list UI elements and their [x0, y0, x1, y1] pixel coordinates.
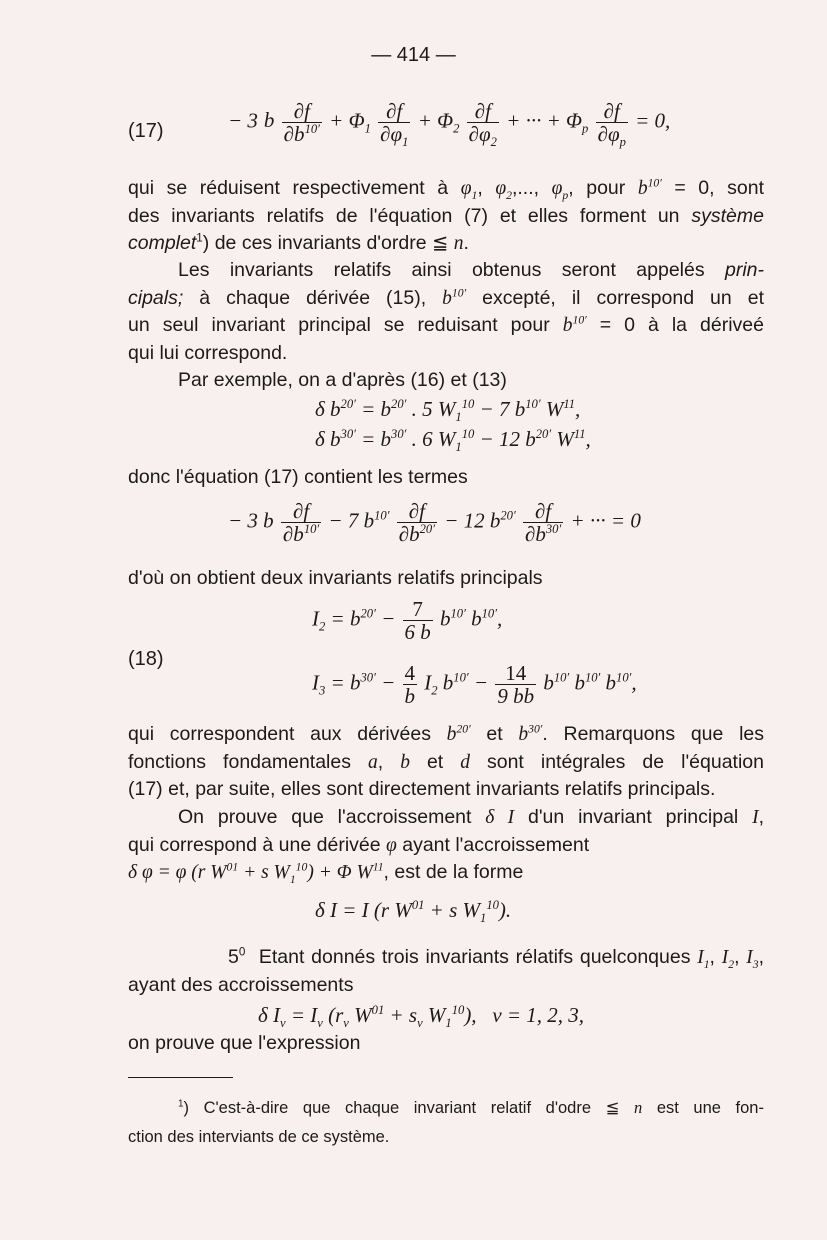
page-number: — 414 — [371, 44, 456, 66]
text-line: on prouve que l'expression [128, 1032, 361, 1054]
equation-17-label: (17) [128, 120, 164, 142]
text-line: d'où on obtient deux invariants relatifs principals [128, 567, 543, 589]
text-line: qui correspond à une dérivée φ ayant l'accroissement [128, 833, 590, 856]
paragraph-1 [128, 175, 764, 258]
equation-terms: − 3 b $\frac{\partial f}{\partial b^{10'}}$ − 7 $b^{10'}$ $\frac{\partial f}{\partial b^{20'}}$ − 12 $b^{20'}$ $\frac{\partial f}{\partial b^{30'}}$ + ··· = 0 [228, 499, 641, 547]
text-line: Les invariants relatifs ainsi obtenus seront appelés prin- [178, 259, 764, 281]
text-line: donc l'équation (17) contient les termes [128, 466, 468, 488]
text-line: qui correspondent aux dérivées $b^{20'}$ et $b^{30'}$. Remarquons que les [128, 722, 764, 745]
equation-delta-b20: δ $b^{20'} = b^{20'}$ . 5 $W_1^{10} - 7$ $b^{10'}$ $W^{11}$, [315, 397, 581, 425]
text-line: Par exemple, on a d'après (16) et (13) [178, 369, 507, 391]
paragraph-6 [128, 721, 764, 804]
footnote-divider [128, 1077, 233, 1078]
text-line: cipals; à chaque dérivée (15), $b^{10'}$ excepté, il correspond un et [128, 286, 764, 309]
paragraph-8 [128, 944, 764, 999]
equation-delta-I: δ I = I (r $W^{01} + s$ $W_1^{10}$). [315, 898, 512, 926]
text-line: ction des interviants de ce système. [128, 1128, 390, 1146]
equation-18-line1: $I_2 = b^{20'}$ − $\frac{7}{6 b}$ $b^{10'}$ $b^{10'}$, [312, 597, 503, 645]
text-line: qui lui correspond. [128, 341, 288, 364]
text-line: un seul invariant principal se reduisant pour $b^{10'} = 0$ à la dériveé [128, 313, 764, 336]
text-line: δ φ = φ (r $W^{01} + s$ $W_1^{10}) + \Phi$ $W^{11}$, est de la forme [128, 860, 524, 886]
text-line: $^1$) C'est-à-dire que chaque invariant relatif d'odre ≦ n est une fon- [178, 1098, 764, 1117]
text-line: des invariants relatifs de l'équation (7) et elles forment un système [128, 204, 764, 227]
text-line: ayant des accroissements [128, 973, 354, 996]
text-line: qui se réduisent respectivement à $\varphi_1$, $\varphi_2$,..., $\varphi_p$, pour $b^{10'} = 0$, sont [128, 176, 764, 202]
text-line: fonctions fondamentales a, b et d sont intégrales de l'équation [128, 750, 764, 773]
paragraph-3 [128, 367, 764, 395]
equation-delta-I-nu: δ $I_\nu = I_\nu$ ($r_\nu$ $W^{01} + s_\nu$ $W_1^{10}$), ν = 1, 2, 3, [258, 1003, 585, 1031]
text-line: complet$^1$) de ces invariants d'ordre ≦ n. [128, 231, 469, 254]
equation-18-label: (18) [128, 648, 164, 670]
equation-17: − 3 b $\frac{\partial f}{\partial b^{10'}}$ + $\Phi_1$ $\frac{\partial f}{\partial\varphi_1}$ + $\Phi_2$ $\frac{\partial f}{\partial\varphi_2}$ + ··· + $\Phi_p$ $\frac{\partial f}{\partial\varphi_p}$ = 0, [228, 99, 671, 150]
paragraph-4 [128, 464, 764, 492]
paragraph-7 [128, 804, 764, 887]
equation-18-line2: $I_3 = b^{30'}$ − $\frac{4}{b}$ $I_2$ $b^{10'}$ − $\frac{14}{9 bb}$ $b^{10'}$ $b^{10'}$ $b^{10'}$, [312, 661, 637, 709]
paragraph-5 [128, 565, 764, 593]
paragraph-2 [128, 257, 764, 367]
equation-delta-b30: δ $b^{30'} = b^{30'}$ . 6 $W_1^{10} - 12$ $b^{20'}$ $W^{11}$, [315, 427, 591, 455]
text-line: $5^0$ Etant donnés trois invariants rélatifs quelconques $I_1$, $I_2$, $I_3$, [228, 945, 764, 971]
footnote [128, 1093, 764, 1152]
text-line: On prouve que l'accroissement δ I d'un invariant principal I, [178, 806, 765, 828]
paragraph-9 [128, 1030, 764, 1058]
text-line: (17) et, par suite, elles sont directement invariants relatifs principals. [128, 778, 716, 800]
